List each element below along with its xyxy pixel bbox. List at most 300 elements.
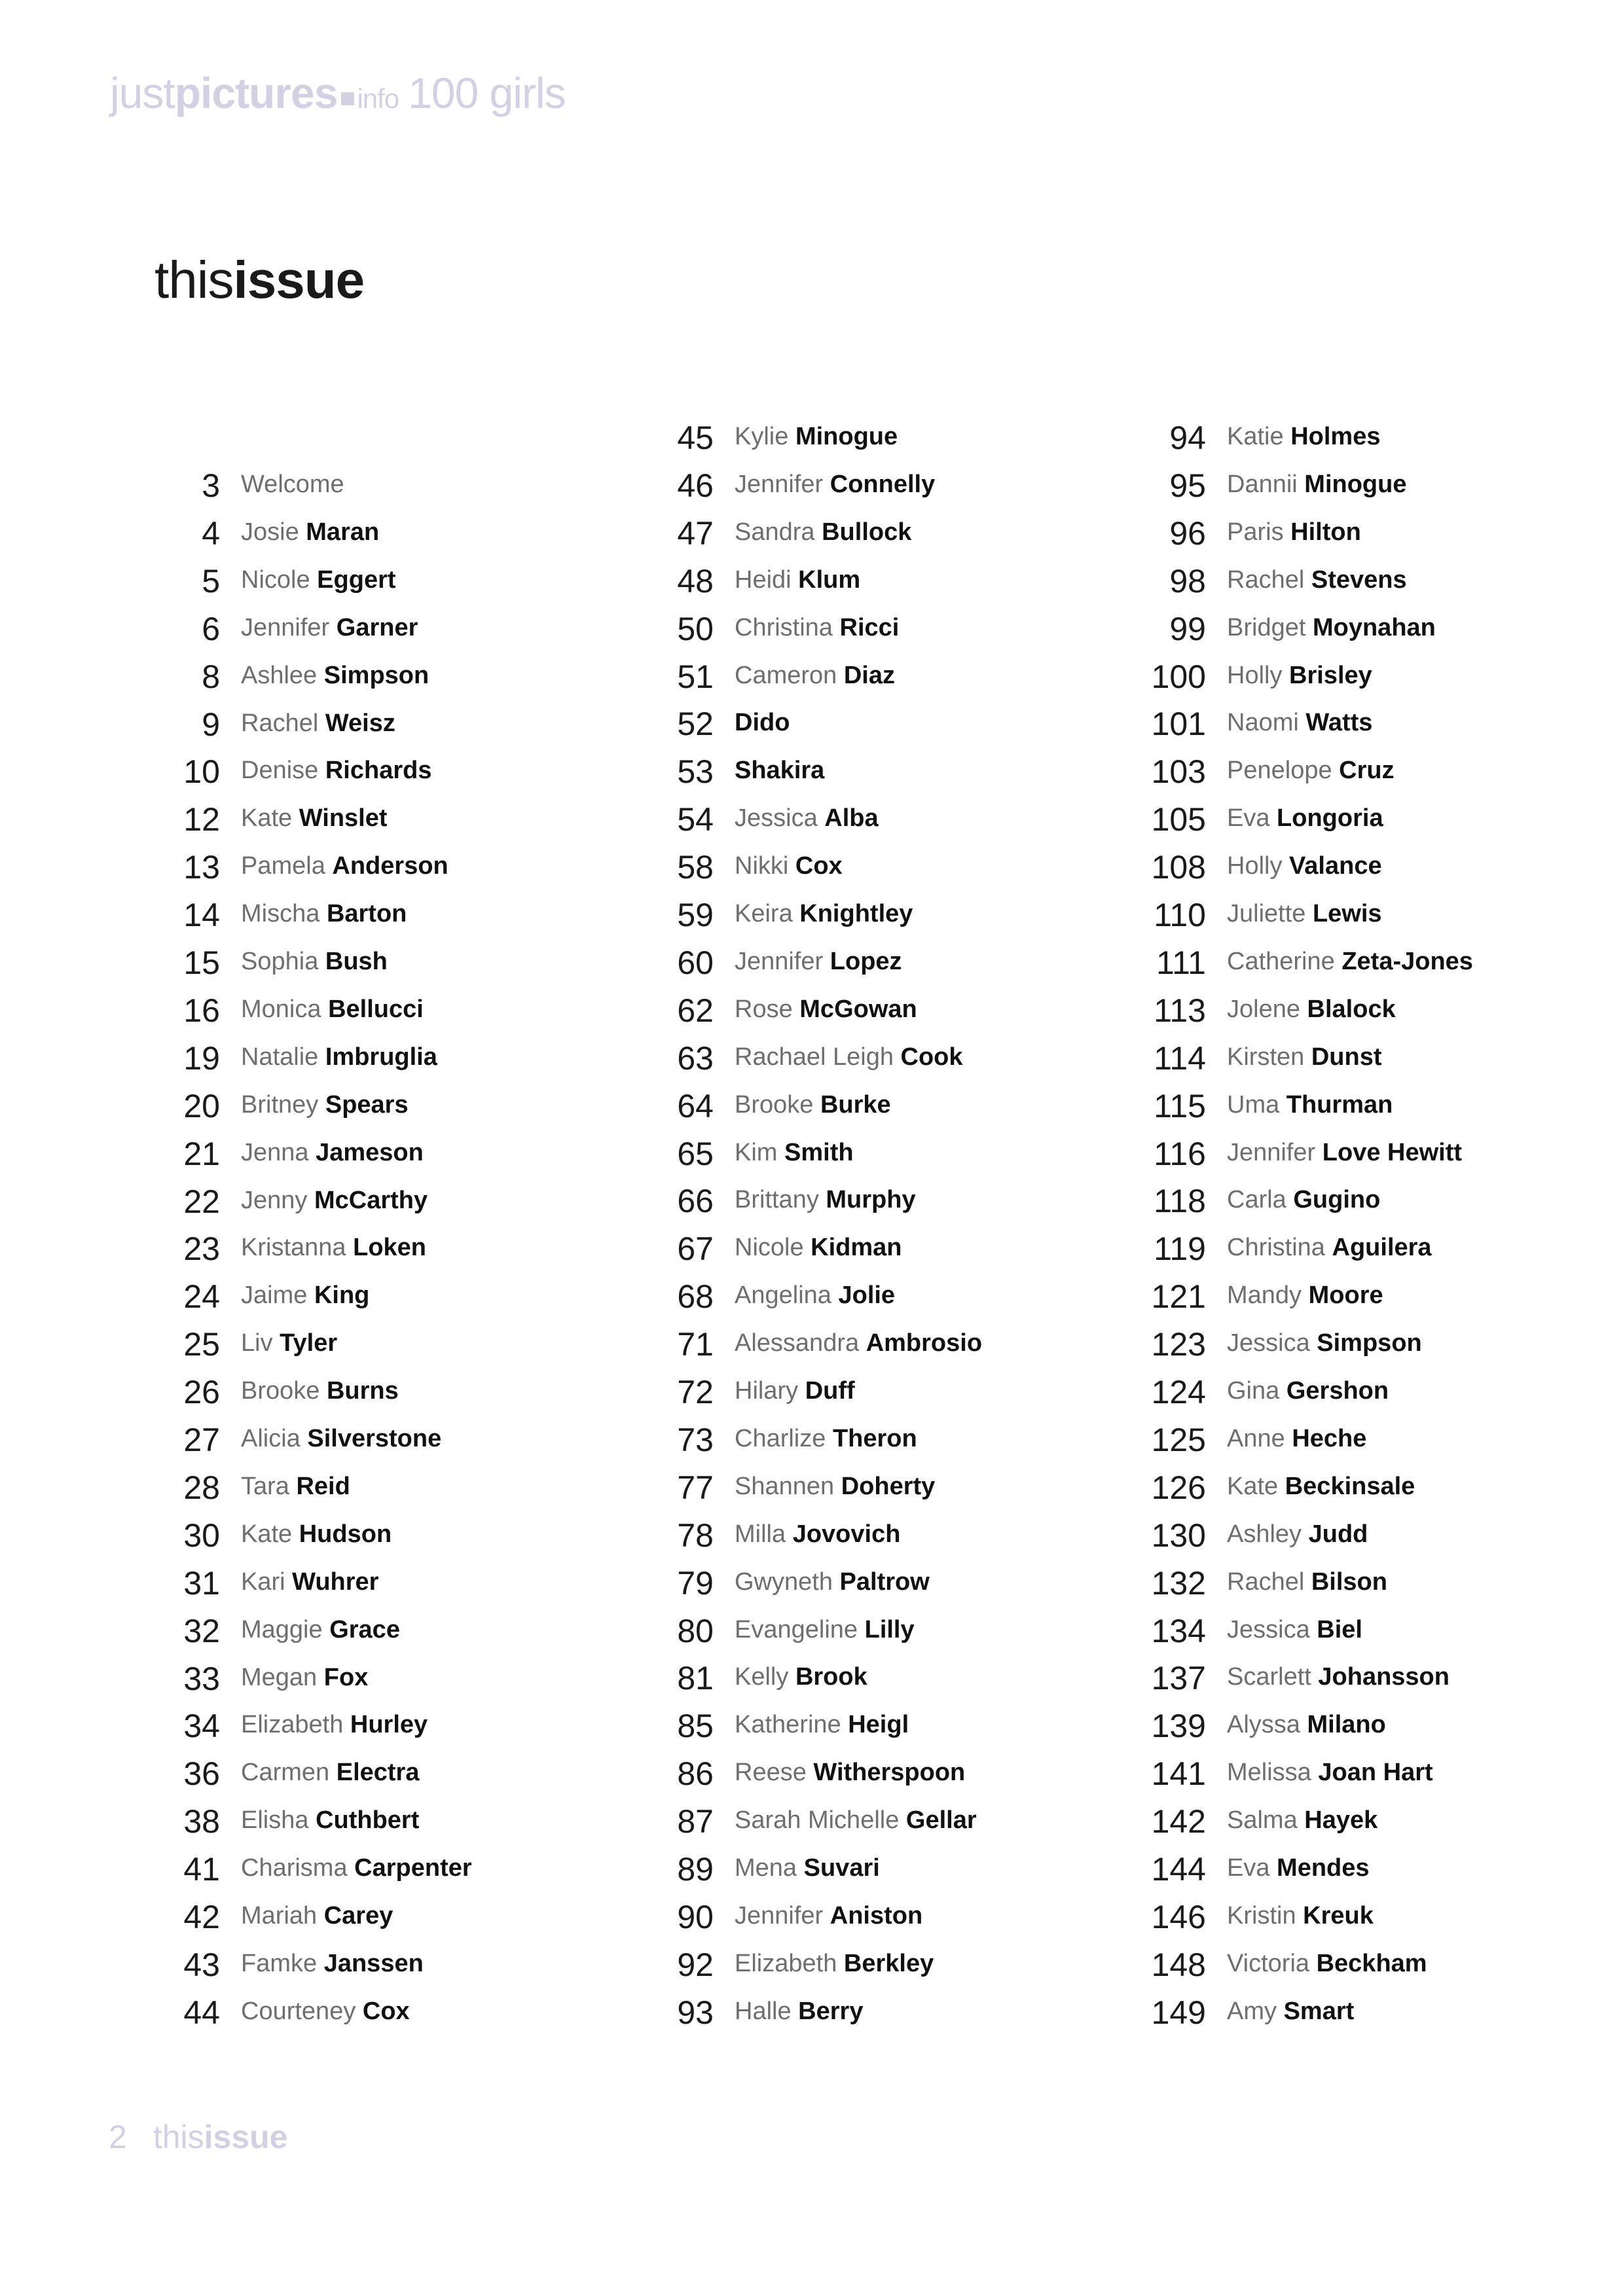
last-name: Witherspoon bbox=[813, 1759, 966, 1787]
page-number: 114 bbox=[1154, 1039, 1206, 1077]
first-name: Jennifer bbox=[735, 947, 824, 975]
page-number: 89 bbox=[677, 1851, 714, 1888]
contents-entry bbox=[615, 414, 1113, 461]
page-number-cell bbox=[1108, 1130, 1206, 1177]
contents-entry bbox=[122, 701, 619, 748]
page-number: 48 bbox=[677, 562, 714, 600]
contents-entry bbox=[122, 1416, 619, 1463]
page-number: 10 bbox=[183, 753, 220, 791]
first-name: Sophia bbox=[241, 948, 319, 975]
first-name: Kate bbox=[1227, 1472, 1279, 1500]
last-name: Hudson bbox=[299, 1520, 392, 1548]
first-name: Brooke bbox=[241, 1377, 320, 1405]
entry-name bbox=[241, 1753, 419, 1792]
page-number-cell bbox=[122, 1083, 220, 1130]
entry-name bbox=[1227, 1944, 1427, 1983]
page-number-cell bbox=[1108, 844, 1206, 891]
contents-entry bbox=[122, 796, 619, 843]
page-number: 33 bbox=[183, 1660, 220, 1697]
last-name: Johansson bbox=[1318, 1663, 1450, 1691]
contents-entry bbox=[1108, 605, 1605, 653]
page-number: 113 bbox=[1154, 992, 1206, 1029]
page-number-cell bbox=[1108, 1177, 1206, 1225]
entry-name bbox=[241, 990, 424, 1029]
page-number: 148 bbox=[1151, 1946, 1206, 1983]
entry-name bbox=[1227, 1037, 1382, 1077]
title-bold: issue bbox=[233, 251, 365, 309]
entry-name bbox=[1227, 1896, 1374, 1935]
first-name: Eva bbox=[1227, 1854, 1270, 1882]
first-name: Angelina bbox=[735, 1282, 831, 1310]
page-number: 85 bbox=[677, 1708, 714, 1745]
page-number: 31 bbox=[183, 1564, 220, 1602]
last-name: Silverstone bbox=[307, 1425, 442, 1452]
entry-name bbox=[735, 1801, 977, 1840]
last-name: Jovovich bbox=[792, 1520, 901, 1548]
last-name: Eggert bbox=[317, 565, 396, 594]
entry-name bbox=[735, 1657, 867, 1696]
contents-entry bbox=[615, 796, 1113, 843]
first-name: Ashley bbox=[1227, 1520, 1302, 1548]
last-name: Aniston bbox=[830, 1901, 923, 1929]
entry-name bbox=[1227, 1705, 1386, 1744]
page-number: 27 bbox=[183, 1422, 220, 1458]
first-name: Sandra bbox=[735, 518, 815, 546]
page-number-cell bbox=[615, 1369, 714, 1416]
page-number-cell bbox=[1108, 1893, 1206, 1941]
last-name: Joan Hart bbox=[1318, 1759, 1433, 1787]
contents-entry bbox=[615, 700, 1113, 747]
page-number-cell bbox=[615, 1941, 714, 1988]
contents-entry bbox=[615, 462, 1113, 509]
page-number: 34 bbox=[183, 1708, 220, 1745]
last-name: Imbruglia bbox=[325, 1043, 437, 1071]
page-number-cell bbox=[122, 1416, 220, 1463]
entry-name bbox=[735, 560, 860, 600]
contents-entry bbox=[615, 605, 1113, 653]
page-number: 115 bbox=[1154, 1087, 1206, 1124]
last-name: Brook bbox=[795, 1663, 867, 1691]
first-name: Gina bbox=[1227, 1377, 1280, 1405]
entry-name bbox=[241, 1037, 437, 1077]
first-name: Ashlee bbox=[241, 661, 318, 689]
entry-name bbox=[1227, 417, 1380, 456]
page-number: 78 bbox=[677, 1516, 714, 1554]
page-number-cell bbox=[1108, 1798, 1206, 1845]
page-number-cell bbox=[615, 844, 714, 891]
entry-name bbox=[1227, 1228, 1432, 1267]
entry-name bbox=[1227, 1323, 1422, 1363]
contents-entry bbox=[1108, 1798, 1605, 1845]
last-name: Hayek bbox=[1304, 1806, 1378, 1835]
entry-name bbox=[735, 465, 935, 504]
page-number-cell bbox=[1108, 1846, 1206, 1893]
last-name: Beckinsale bbox=[1285, 1472, 1415, 1500]
entry-name bbox=[241, 1705, 428, 1744]
page-number: 4 bbox=[202, 514, 220, 552]
entry-name bbox=[241, 942, 388, 981]
first-name: Carmen bbox=[241, 1759, 330, 1787]
page-number: 23 bbox=[183, 1230, 220, 1268]
entry-name bbox=[1227, 1419, 1366, 1458]
last-name: Murphy bbox=[826, 1186, 916, 1214]
page-number-cell bbox=[122, 1893, 220, 1941]
contents-entry bbox=[615, 1273, 1113, 1320]
contents-entry bbox=[122, 1369, 619, 1416]
contents-entry bbox=[615, 1989, 1113, 2036]
first-name: Jenny bbox=[241, 1186, 308, 1214]
page-number-cell bbox=[615, 1989, 714, 2036]
entry-name bbox=[1227, 1133, 1462, 1172]
last-name: Valance bbox=[1289, 852, 1382, 880]
contents-entry bbox=[122, 987, 619, 1034]
page-number-cell bbox=[1108, 1273, 1206, 1320]
entry-name bbox=[1227, 512, 1361, 552]
page-number: 124 bbox=[1151, 1374, 1206, 1410]
entry-name bbox=[735, 1037, 963, 1077]
first-name: Anne bbox=[1227, 1424, 1285, 1452]
entry-name bbox=[1227, 1657, 1450, 1696]
entry-name bbox=[735, 990, 917, 1029]
page-number-cell bbox=[122, 1798, 220, 1845]
page-number: 90 bbox=[677, 1898, 714, 1935]
last-name: Bilson bbox=[1311, 1568, 1387, 1596]
page-number: 52 bbox=[677, 706, 714, 743]
contents-entry bbox=[1108, 1225, 1605, 1272]
first-name: Paris bbox=[1227, 518, 1284, 546]
entry-name bbox=[241, 1371, 399, 1410]
last-name: Carpenter bbox=[354, 1854, 472, 1882]
entry-name bbox=[241, 1419, 441, 1458]
last-name: Dunst bbox=[1311, 1043, 1382, 1071]
page-number-cell bbox=[1108, 1369, 1206, 1416]
page-number-cell bbox=[615, 1321, 714, 1368]
footer-light: this bbox=[153, 2119, 204, 2155]
entry-name bbox=[735, 1753, 965, 1792]
first-name: Bridget bbox=[1227, 613, 1306, 641]
contents-entry bbox=[1108, 796, 1605, 843]
contents-entry bbox=[122, 844, 619, 891]
page-number: 100 bbox=[1151, 658, 1206, 695]
contents-entry bbox=[615, 891, 1113, 939]
entry-name bbox=[1227, 894, 1382, 933]
page-number-cell bbox=[1108, 510, 1206, 557]
page-number-cell bbox=[615, 796, 714, 843]
page-number-cell bbox=[615, 1893, 714, 1941]
entry-name bbox=[735, 1562, 930, 1602]
page-number: 36 bbox=[183, 1755, 220, 1793]
contents-entry bbox=[1108, 462, 1605, 509]
entry-name bbox=[241, 1944, 424, 1983]
page-number: 110 bbox=[1154, 897, 1206, 933]
page-number-cell bbox=[615, 700, 714, 747]
entry-name bbox=[735, 894, 913, 933]
page-number: 30 bbox=[183, 1516, 220, 1554]
last-name: Paltrow bbox=[839, 1568, 930, 1596]
page-number-cell bbox=[122, 1989, 220, 2036]
page-number-cell bbox=[122, 1035, 220, 1082]
last-name: Cox bbox=[795, 852, 843, 880]
entry-name bbox=[241, 1323, 337, 1363]
last-name: Ambrosio bbox=[866, 1329, 983, 1357]
page-number-cell bbox=[615, 1512, 714, 1559]
page-number: 132 bbox=[1151, 1564, 1206, 1602]
page-number-cell bbox=[1108, 1989, 1206, 2036]
first-name: Rachel bbox=[241, 709, 319, 737]
last-name: Janssen bbox=[323, 1949, 424, 1977]
first-name: Jennifer bbox=[241, 613, 330, 641]
last-name: Smart bbox=[1283, 1997, 1355, 2025]
last-name: Fox bbox=[323, 1663, 369, 1691]
last-name: Theron bbox=[832, 1424, 917, 1452]
last-name: Lopez bbox=[830, 947, 902, 975]
contents-entry bbox=[122, 605, 619, 653]
contents-entry bbox=[1108, 1893, 1605, 1941]
last-name: Anderson bbox=[332, 852, 448, 880]
page-number-cell bbox=[122, 1846, 220, 1893]
publication-header bbox=[110, 68, 566, 118]
entry-name bbox=[735, 1610, 915, 1649]
page-number: 3 bbox=[202, 467, 220, 504]
page-number: 149 bbox=[1151, 1994, 1206, 2031]
last-name: Zeta-Jones bbox=[1341, 947, 1473, 975]
first-name: Elisha bbox=[241, 1806, 309, 1835]
page-number-cell bbox=[1108, 891, 1206, 939]
entry-name bbox=[241, 656, 429, 695]
last-name: Richards bbox=[325, 757, 432, 785]
contents-entry bbox=[615, 1369, 1113, 1416]
first-name: Megan bbox=[241, 1663, 318, 1691]
first-name: Rachel bbox=[1227, 565, 1305, 594]
page-number-cell bbox=[615, 1464, 714, 1511]
page-number-cell bbox=[1108, 1941, 1206, 1988]
first-name: Kim bbox=[735, 1138, 778, 1166]
page-number: 73 bbox=[677, 1421, 714, 1458]
contents-entry bbox=[1108, 1083, 1605, 1130]
page-number-cell bbox=[615, 1798, 714, 1845]
entry-name bbox=[1227, 1180, 1380, 1219]
contents-entry bbox=[122, 558, 619, 605]
entry-name bbox=[735, 1276, 895, 1315]
contents-entry bbox=[615, 1607, 1113, 1655]
first-name: Courteney bbox=[241, 1997, 356, 2025]
first-name: Nikki bbox=[735, 852, 789, 880]
page-number-cell bbox=[1108, 1464, 1206, 1511]
last-name: Moynahan bbox=[1312, 613, 1436, 641]
page-number: 72 bbox=[677, 1374, 714, 1410]
page-number: 99 bbox=[1169, 610, 1206, 647]
last-name: Minogue bbox=[795, 423, 898, 450]
contents-entry bbox=[1108, 1416, 1605, 1463]
entry-name bbox=[1227, 1848, 1370, 1888]
contents-entry bbox=[1108, 1177, 1605, 1225]
contents-entry bbox=[615, 1941, 1113, 1988]
page-number-cell bbox=[1108, 748, 1206, 795]
first-name: Katherine bbox=[735, 1711, 841, 1739]
last-name: Electra bbox=[336, 1759, 420, 1787]
first-name: Maggie bbox=[241, 1615, 323, 1643]
contents-entry bbox=[1108, 1702, 1605, 1749]
contents-entry bbox=[615, 987, 1113, 1034]
brand-suffix: info bbox=[357, 83, 399, 114]
entry-name bbox=[735, 608, 899, 647]
contents-entry bbox=[615, 1225, 1113, 1272]
contents-entry bbox=[122, 510, 619, 557]
last-name: Bush bbox=[325, 948, 388, 975]
page-number: 12 bbox=[183, 801, 220, 838]
first-name: Kristanna bbox=[241, 1234, 346, 1262]
page-number: 47 bbox=[677, 514, 714, 552]
last-name: McCarthy bbox=[314, 1186, 428, 1214]
entry-name bbox=[241, 1801, 419, 1840]
page-number: 111 bbox=[1156, 944, 1206, 981]
last-name: Simpson bbox=[323, 661, 429, 689]
contents-entry bbox=[122, 462, 619, 509]
first-name: Evangeline bbox=[735, 1615, 858, 1643]
page-number-cell bbox=[615, 605, 714, 653]
contents-entry bbox=[122, 653, 619, 700]
page-number: 5 bbox=[202, 562, 220, 600]
page-number-cell bbox=[1108, 939, 1206, 986]
entry-name bbox=[735, 1515, 900, 1554]
page-number: 59 bbox=[677, 897, 714, 933]
contents-entry bbox=[1108, 987, 1605, 1034]
contents-entry bbox=[122, 1607, 619, 1655]
contents-entry bbox=[615, 1464, 1113, 1511]
entry-name bbox=[241, 1896, 393, 1935]
entry-name bbox=[1227, 1467, 1415, 1506]
last-name: Suvari bbox=[803, 1854, 880, 1882]
entry-name bbox=[735, 1323, 982, 1363]
entry-name bbox=[1227, 1371, 1389, 1410]
last-name: Tyler bbox=[280, 1329, 338, 1357]
last-name: Watts bbox=[1305, 709, 1373, 737]
page-number-cell bbox=[1108, 1560, 1206, 1607]
page-number: 62 bbox=[677, 992, 714, 1029]
first-name: Reese bbox=[735, 1759, 807, 1787]
last-name: Kreuk bbox=[1303, 1901, 1374, 1929]
last-name: Jolie bbox=[838, 1282, 896, 1310]
page-number: 93 bbox=[677, 1994, 714, 2031]
page-number-cell bbox=[122, 1655, 220, 1702]
page-number: 54 bbox=[677, 801, 714, 838]
page-number-cell bbox=[1108, 796, 1206, 843]
first-name: Josie bbox=[241, 518, 299, 546]
entry-name bbox=[735, 942, 902, 981]
entry-name bbox=[735, 1228, 902, 1267]
entry-name bbox=[241, 894, 407, 933]
page-number: 46 bbox=[677, 467, 714, 504]
entry-name bbox=[1227, 1562, 1387, 1602]
page-number: 25 bbox=[183, 1326, 220, 1363]
first-name: Liv bbox=[241, 1329, 273, 1357]
entry-name bbox=[1227, 608, 1436, 647]
contents-entry bbox=[615, 1750, 1113, 1797]
last-name: Bellucci bbox=[328, 995, 424, 1023]
page-number-cell bbox=[122, 1560, 220, 1607]
page-number-cell bbox=[122, 796, 220, 843]
first-name: Catherine bbox=[1227, 947, 1335, 975]
page-number-cell bbox=[615, 748, 714, 795]
contents-entry bbox=[122, 939, 619, 986]
entry-name bbox=[241, 1276, 369, 1315]
first-name: Kylie bbox=[735, 423, 789, 450]
entry-name bbox=[735, 1467, 935, 1506]
last-name: Burke bbox=[820, 1090, 891, 1119]
contents-entry bbox=[615, 510, 1113, 557]
entry-name bbox=[241, 465, 344, 504]
last-name: Connelly bbox=[830, 470, 936, 498]
entry-name bbox=[241, 1085, 409, 1124]
first-name: Uma bbox=[1227, 1090, 1280, 1119]
first-name: Melissa bbox=[1227, 1759, 1311, 1787]
last-name: Kidman bbox=[811, 1234, 902, 1262]
contents-entry bbox=[615, 1655, 1113, 1702]
entry-name bbox=[241, 751, 431, 790]
entry-name bbox=[735, 1085, 891, 1124]
entry-name bbox=[241, 608, 418, 647]
last-name: Heche bbox=[1292, 1424, 1367, 1452]
page-number-cell bbox=[122, 1130, 220, 1177]
page-number: 119 bbox=[1154, 1230, 1206, 1268]
first-name: Famke bbox=[241, 1949, 318, 1977]
contents-entry bbox=[615, 1130, 1113, 1177]
page-number-cell bbox=[615, 1750, 714, 1797]
page-number-cell bbox=[122, 1750, 220, 1797]
page-number-cell bbox=[615, 939, 714, 986]
footer-page-number: 2 bbox=[109, 2119, 127, 2155]
page-number: 80 bbox=[677, 1612, 714, 1649]
first-name: Dannii bbox=[1227, 470, 1298, 498]
page-number: 13 bbox=[183, 849, 220, 886]
contents-entry bbox=[1108, 1750, 1605, 1797]
first-name: Eva bbox=[1227, 804, 1270, 833]
page-number: 24 bbox=[183, 1278, 220, 1316]
contents-entry bbox=[1108, 510, 1605, 557]
first-name: Keira bbox=[735, 900, 793, 927]
contents-entry bbox=[122, 1035, 619, 1082]
first-name: Sarah Michelle bbox=[735, 1806, 900, 1835]
contents-entry bbox=[615, 1560, 1113, 1607]
entry-name bbox=[1227, 798, 1383, 838]
contents-entry bbox=[122, 1083, 619, 1130]
page-number: 68 bbox=[677, 1278, 714, 1316]
first-name: Alicia bbox=[241, 1425, 301, 1452]
last-name: Hilton bbox=[1290, 518, 1361, 546]
page-number-cell bbox=[1108, 1750, 1206, 1797]
first-name: Halle bbox=[735, 1997, 792, 2025]
last-name: Cuthbert bbox=[316, 1806, 420, 1835]
first-name: Jennifer bbox=[735, 1901, 824, 1929]
page-number: 28 bbox=[183, 1469, 220, 1506]
first-name: Jenna bbox=[241, 1138, 309, 1166]
last-name: Ricci bbox=[839, 613, 900, 641]
contents-entry bbox=[1108, 1130, 1605, 1177]
page-number: 126 bbox=[1151, 1469, 1206, 1506]
entry-name bbox=[1227, 942, 1473, 981]
contents-entry bbox=[1108, 653, 1605, 700]
page-number-cell bbox=[1108, 1512, 1206, 1559]
page-number: 79 bbox=[677, 1564, 714, 1602]
first-name: Elizabeth bbox=[735, 1949, 837, 1977]
page-number: 134 bbox=[1151, 1612, 1206, 1649]
page-number-cell bbox=[615, 1035, 714, 1082]
first-name: Hilary bbox=[735, 1377, 799, 1405]
page-number-cell bbox=[122, 1369, 220, 1416]
last-name: Gellar bbox=[905, 1806, 977, 1835]
page-footer bbox=[109, 2118, 287, 2156]
page-number-cell bbox=[615, 987, 714, 1034]
